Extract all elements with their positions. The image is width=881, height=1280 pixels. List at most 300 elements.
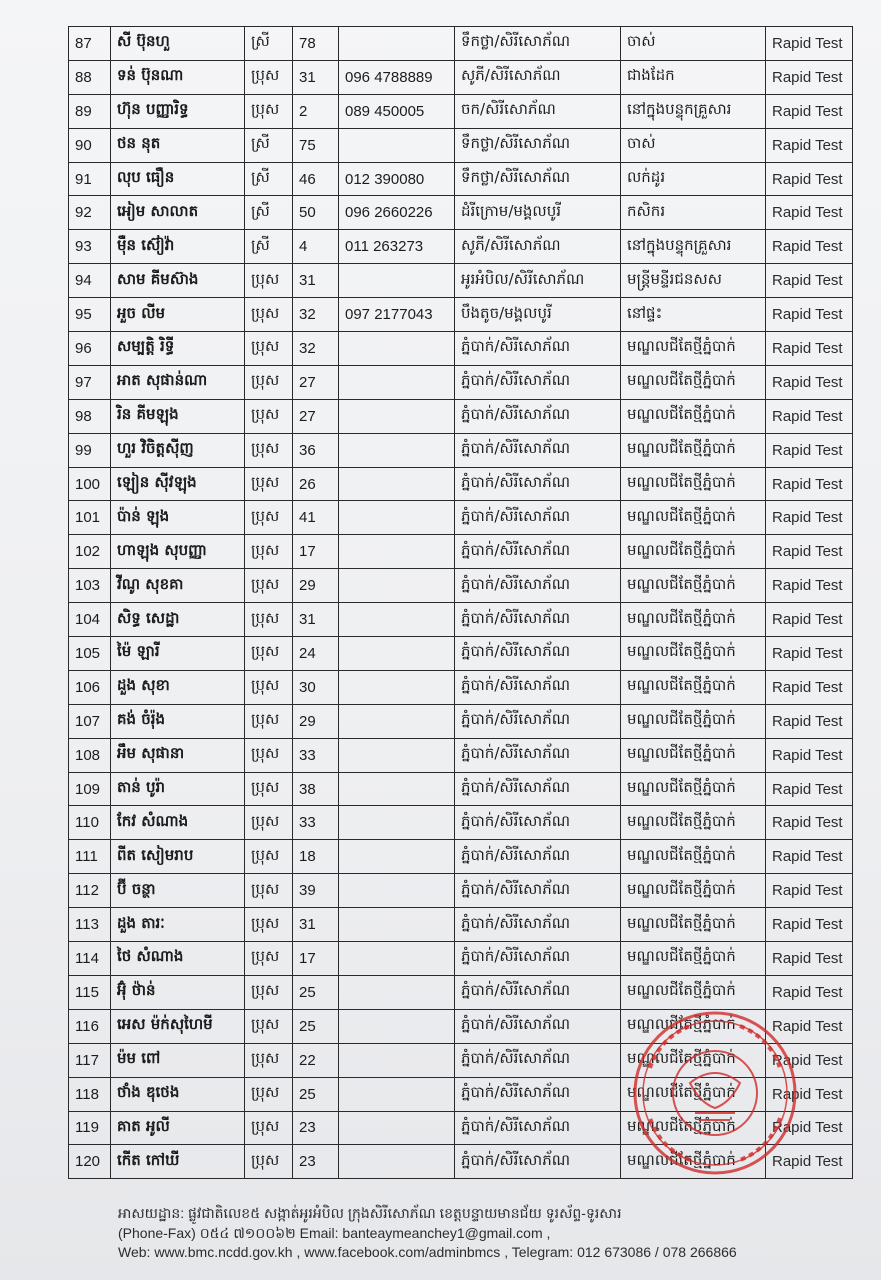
address-cell: ភ្នំបាក់/សិរីសោភ័ណ [455, 670, 621, 704]
person-name: ថាំង ឌុថេង [111, 1077, 245, 1111]
address-cell: ភ្នំបាក់/សិរីសោភ័ណ [455, 569, 621, 603]
sex-cell: ប្រុស [245, 467, 293, 501]
table-row [69, 128, 853, 162]
phone-cell [339, 332, 455, 366]
table-row [69, 1111, 853, 1145]
sex-cell: ប្រុស [245, 433, 293, 467]
occupation-cell: មណ្ឌលជីតែថ្មីភ្នំបាក់ [621, 704, 766, 738]
phone-cell [339, 975, 455, 1009]
test-type-cell: Rapid Test [766, 1077, 853, 1111]
row-number: 104 [69, 603, 111, 637]
occupation-cell: មណ្ឌលជីតែថ្មីភ្នំបាក់ [621, 1043, 766, 1077]
sex-cell: ប្រុស [245, 772, 293, 806]
sex-cell: ប្រុស [245, 670, 293, 704]
address-cell: ភ្នំបាក់/សិរីសោភ័ណ [455, 1009, 621, 1043]
address-cell: ភ្នំបាក់/សិរីសោភ័ណ [455, 637, 621, 671]
phone-cell [339, 1145, 455, 1179]
age-cell: 36 [293, 433, 339, 467]
row-number: 103 [69, 569, 111, 603]
person-name: ហាឡុង សុបញ្ញា [111, 535, 245, 569]
address-cell: ភ្នំបាក់/សិរីសោភ័ណ [455, 603, 621, 637]
row-number: 87 [69, 27, 111, 61]
table-row [69, 535, 853, 569]
address-cell: ភ្នំបាក់/សិរីសោភ័ណ [455, 433, 621, 467]
occupation-cell: មណ្ឌលជីតែថ្មីភ្នំបាក់ [621, 772, 766, 806]
occupation-cell: មណ្ឌលជីតែថ្មីភ្នំបាក់ [621, 535, 766, 569]
sex-cell: ប្រុស [245, 60, 293, 94]
table-row [69, 840, 853, 874]
phone-cell [339, 569, 455, 603]
person-name: ដួង សុខា [111, 670, 245, 704]
sex-cell: ប្រុស [245, 942, 293, 976]
phone-cell [339, 772, 455, 806]
table-row [69, 603, 853, 637]
row-number: 118 [69, 1077, 111, 1111]
test-type-cell: Rapid Test [766, 60, 853, 94]
table-row [69, 365, 853, 399]
table-row [69, 298, 853, 332]
occupation-cell: មណ្ឌលជីតែថ្មីភ្នំបាក់ [621, 874, 766, 908]
table-row [69, 196, 853, 230]
sex-cell: ស្រី [245, 196, 293, 230]
age-cell: 31 [293, 264, 339, 298]
footer-web: Web: www.bmc.ncdd.gov.kh , www.facebook.com/adminbmcs , Telegram: 012 673086 / 078 266866 [118, 1244, 737, 1260]
age-cell: 27 [293, 399, 339, 433]
person-name: ឡៀន ស៊ីវឡុង [111, 467, 245, 501]
age-cell: 30 [293, 670, 339, 704]
occupation-cell: មណ្ឌលជីតែថ្មីភ្នំបាក់ [621, 637, 766, 671]
case-list-table [68, 26, 853, 1179]
footer-phone-email: (Phone-Fax) ០៥៤ ៧១០០៦២ Email: banteaymeanchey1@gmail.com , [118, 1224, 551, 1241]
age-cell: 38 [293, 772, 339, 806]
person-name: កើត កៅឃី [111, 1145, 245, 1179]
test-type-cell: Rapid Test [766, 162, 853, 196]
age-cell: 31 [293, 603, 339, 637]
phone-cell [339, 501, 455, 535]
sex-cell: ប្រុស [245, 1145, 293, 1179]
row-number: 90 [69, 128, 111, 162]
test-type-cell: Rapid Test [766, 670, 853, 704]
phone-cell [339, 738, 455, 772]
address-cell: ទឹកថ្លា/សិរីសោភ័ណ [455, 27, 621, 61]
person-name: វីណូ សុខគា [111, 569, 245, 603]
person-name: គង់ ចំរ៉ុង [111, 704, 245, 738]
row-number: 107 [69, 704, 111, 738]
test-type-cell: Rapid Test [766, 569, 853, 603]
table-row [69, 704, 853, 738]
row-number: 116 [69, 1009, 111, 1043]
test-type-cell: Rapid Test [766, 772, 853, 806]
test-type-cell: Rapid Test [766, 196, 853, 230]
occupation-cell: ជាងដែក [621, 60, 766, 94]
occupation-cell: មណ្ឌលជីតែថ្មីភ្នំបាក់ [621, 1077, 766, 1111]
occupation-cell: នៅក្នុងបន្ទុកគ្រួសារ [621, 230, 766, 264]
sex-cell: ប្រុស [245, 332, 293, 366]
person-name: សាម គីមស៊ាង [111, 264, 245, 298]
occupation-cell: កសិករ [621, 196, 766, 230]
age-cell: 4 [293, 230, 339, 264]
sex-cell: ប្រុស [245, 975, 293, 1009]
row-number: 119 [69, 1111, 111, 1145]
occupation-cell: ចាស់ [621, 128, 766, 162]
person-name: ដួង តារៈ [111, 908, 245, 942]
person-name: ម៉ៃ ឡារី [111, 637, 245, 671]
address-cell: ចក/សិរីសោភ័ណ [455, 94, 621, 128]
table-row [69, 27, 853, 61]
sex-cell: ប្រុស [245, 1043, 293, 1077]
phone-cell [339, 603, 455, 637]
sex-cell: ប្រុស [245, 399, 293, 433]
test-type-cell: Rapid Test [766, 637, 853, 671]
address-cell: ដំរីក្រោម/មង្គលបូរី [455, 196, 621, 230]
test-type-cell: Rapid Test [766, 942, 853, 976]
person-name: អេស ម៉ក់សុហៃមី [111, 1009, 245, 1043]
test-type-cell: Rapid Test [766, 399, 853, 433]
sex-cell: ប្រុស [245, 365, 293, 399]
phone-cell [339, 535, 455, 569]
person-name: អៀម សាលាត [111, 196, 245, 230]
table-row [69, 772, 853, 806]
person-name: អឹម សុផានា [111, 738, 245, 772]
person-name: ម៉ម ពៅ [111, 1043, 245, 1077]
sex-cell: ប្រុស [245, 806, 293, 840]
address-cell: ទឹកថ្លា/សិរីសោភ័ណ [455, 128, 621, 162]
phone-cell: 012 390080 [339, 162, 455, 196]
table-row [69, 264, 853, 298]
sex-cell: ប្រុស [245, 569, 293, 603]
test-type-cell: Rapid Test [766, 1043, 853, 1077]
test-type-cell: Rapid Test [766, 704, 853, 738]
occupation-cell: ចាស់ [621, 27, 766, 61]
occupation-cell: មណ្ឌលជីតែថ្មីភ្នំបាក់ [621, 975, 766, 1009]
sex-cell: ប្រុស [245, 1009, 293, 1043]
row-number: 101 [69, 501, 111, 535]
age-cell: 33 [293, 738, 339, 772]
phone-cell [339, 637, 455, 671]
address-cell: ភ្នំបាក់/សិរីសោភ័ណ [455, 399, 621, 433]
address-cell: សូភី/សិរីសោភ័ណ [455, 60, 621, 94]
table-row [69, 433, 853, 467]
age-cell: 2 [293, 94, 339, 128]
test-type-cell: Rapid Test [766, 1145, 853, 1179]
age-cell: 27 [293, 365, 339, 399]
occupation-cell: នៅក្នុងបន្ទុកគ្រួសារ [621, 94, 766, 128]
test-type-cell: Rapid Test [766, 840, 853, 874]
person-name: រិន គីមឡុង [111, 399, 245, 433]
address-cell: ភ្នំបាក់/សិរីសោភ័ណ [455, 535, 621, 569]
occupation-cell: មណ្ឌលជីតែថ្មីភ្នំបាក់ [621, 501, 766, 535]
address-cell: ភ្នំបាក់/សិរីសោភ័ណ [455, 1145, 621, 1179]
row-number: 97 [69, 365, 111, 399]
sex-cell: ប្រុស [245, 908, 293, 942]
occupation-cell: មណ្ឌលជីតែថ្មីភ្នំបាក់ [621, 399, 766, 433]
table-row [69, 501, 853, 535]
test-type-cell: Rapid Test [766, 908, 853, 942]
sex-cell: ប្រុស [245, 1111, 293, 1145]
occupation-cell: លក់ដូរ [621, 162, 766, 196]
address-cell: ភ្នំបាក់/សិរីសោភ័ណ [455, 874, 621, 908]
test-type-cell: Rapid Test [766, 603, 853, 637]
row-number: 106 [69, 670, 111, 704]
sex-cell: ស្រី [245, 230, 293, 264]
address-cell: ទឹកថ្លា/សិរីសោភ័ណ [455, 162, 621, 196]
address-cell: សូភី/សិរីសោភ័ណ [455, 230, 621, 264]
sex-cell: ស្រី [245, 27, 293, 61]
table-row [69, 332, 853, 366]
row-number: 88 [69, 60, 111, 94]
phone-cell [339, 1111, 455, 1145]
age-cell: 25 [293, 975, 339, 1009]
age-cell: 17 [293, 942, 339, 976]
table-body [69, 27, 853, 1179]
table-row [69, 162, 853, 196]
phone-cell: 096 4788889 [339, 60, 455, 94]
person-name: ហ៊ុន បញ្ញារិទ្ធ [111, 94, 245, 128]
sex-cell: ប្រុស [245, 535, 293, 569]
sex-cell: ប្រុស [245, 1077, 293, 1111]
occupation-cell: មណ្ឌលជីតែថ្មីភ្នំបាក់ [621, 365, 766, 399]
row-number: 92 [69, 196, 111, 230]
age-cell: 17 [293, 535, 339, 569]
person-name: លុប ធឿន [111, 162, 245, 196]
occupation-cell: មន្ត្រីមន្ទីរជនសស [621, 264, 766, 298]
sex-cell: ស្រី [245, 162, 293, 196]
test-type-cell: Rapid Test [766, 264, 853, 298]
occupation-cell: មណ្ឌលជីតែថ្មីភ្នំបាក់ [621, 806, 766, 840]
age-cell: 29 [293, 704, 339, 738]
phone-cell [339, 264, 455, 298]
row-number: 105 [69, 637, 111, 671]
phone-cell [339, 433, 455, 467]
test-type-cell: Rapid Test [766, 230, 853, 264]
table-row [69, 670, 853, 704]
table-row [69, 738, 853, 772]
age-cell: 31 [293, 60, 339, 94]
phone-cell: 097 2177043 [339, 298, 455, 332]
person-name: ថៃ សំណាង [111, 942, 245, 976]
test-type-cell: Rapid Test [766, 738, 853, 772]
person-name: ពីត សៀមរាប [111, 840, 245, 874]
occupation-cell: មណ្ឌលជីតែថ្មីភ្នំបាក់ [621, 1111, 766, 1145]
phone-cell [339, 840, 455, 874]
sex-cell: ប្រុស [245, 264, 293, 298]
age-cell: 25 [293, 1077, 339, 1111]
address-cell: ភ្នំបាក់/សិរីសោភ័ណ [455, 942, 621, 976]
occupation-cell: មណ្ឌលជីតែថ្មីភ្នំបាក់ [621, 908, 766, 942]
table-row [69, 60, 853, 94]
person-name: គាត អូលី [111, 1111, 245, 1145]
sex-cell: ប្រុស [245, 704, 293, 738]
row-number: 115 [69, 975, 111, 1009]
row-number: 111 [69, 840, 111, 874]
phone-cell: 011 263273 [339, 230, 455, 264]
table-row [69, 1145, 853, 1179]
person-name: ថន នុត [111, 128, 245, 162]
sex-cell: ប្រុស [245, 603, 293, 637]
phone-cell [339, 908, 455, 942]
occupation-cell: មណ្ឌលជីតែថ្មីភ្នំបាក់ [621, 1009, 766, 1043]
row-number: 102 [69, 535, 111, 569]
occupation-cell: មណ្ឌលជីតែថ្មីភ្នំបាក់ [621, 433, 766, 467]
phone-cell [339, 1077, 455, 1111]
person-name: ហួរ វិចិត្តស៊ីញ [111, 433, 245, 467]
sex-cell: ប្រុស [245, 738, 293, 772]
row-number: 120 [69, 1145, 111, 1179]
phone-cell [339, 942, 455, 976]
address-cell: ភ្នំបាក់/សិរីសោភ័ណ [455, 332, 621, 366]
sex-cell: ស្រី [245, 128, 293, 162]
occupation-cell: នៅផ្ទះ [621, 298, 766, 332]
test-type-cell: Rapid Test [766, 298, 853, 332]
age-cell: 32 [293, 332, 339, 366]
age-cell: 18 [293, 840, 339, 874]
occupation-cell: មណ្ឌលជីតែថ្មីភ្នំបាក់ [621, 840, 766, 874]
address-cell: បឹងតូច/មង្គលបូរី [455, 298, 621, 332]
sex-cell: ប្រុស [245, 501, 293, 535]
row-number: 93 [69, 230, 111, 264]
row-number: 110 [69, 806, 111, 840]
person-name: មុឺន ស៊ៀវ៉ា [111, 230, 245, 264]
footer-contact [118, 1204, 858, 1263]
row-number: 113 [69, 908, 111, 942]
phone-cell [339, 1009, 455, 1043]
test-type-cell: Rapid Test [766, 94, 853, 128]
occupation-cell: មណ្ឌលជីតែថ្មីភ្នំបាក់ [621, 670, 766, 704]
table-row [69, 874, 853, 908]
age-cell: 24 [293, 637, 339, 671]
age-cell: 31 [293, 908, 339, 942]
table-row [69, 467, 853, 501]
test-type-cell: Rapid Test [766, 501, 853, 535]
age-cell: 75 [293, 128, 339, 162]
age-cell: 25 [293, 1009, 339, 1043]
test-type-cell: Rapid Test [766, 467, 853, 501]
person-name: តាន់ បូរ៉ា [111, 772, 245, 806]
sex-cell: ប្រុស [245, 840, 293, 874]
table-row [69, 230, 853, 264]
phone-cell [339, 467, 455, 501]
row-number: 96 [69, 332, 111, 366]
person-name: អាត សុផាន់ណា [111, 365, 245, 399]
age-cell: 29 [293, 569, 339, 603]
address-cell: ភ្នំបាក់/សិរីសោភ័ណ [455, 840, 621, 874]
phone-cell [339, 874, 455, 908]
row-number: 114 [69, 942, 111, 976]
row-number: 108 [69, 738, 111, 772]
address-cell: ភ្នំបាក់/សិរីសោភ័ណ [455, 1043, 621, 1077]
address-cell: ភ្នំបាក់/សិរីសោភ័ណ [455, 772, 621, 806]
occupation-cell: មណ្ឌលជីតែថ្មីភ្នំបាក់ [621, 332, 766, 366]
person-name: ប៉ាន់ ឡុង [111, 501, 245, 535]
person-name: អួច លីម [111, 298, 245, 332]
test-type-cell: Rapid Test [766, 535, 853, 569]
table-row [69, 1077, 853, 1111]
phone-cell [339, 670, 455, 704]
age-cell: 41 [293, 501, 339, 535]
person-name: ទន់ ប៊ុនណា [111, 60, 245, 94]
sex-cell: ប្រុស [245, 874, 293, 908]
row-number: 89 [69, 94, 111, 128]
address-cell: អូរអំបិល/សិរីសោភ័ណ [455, 264, 621, 298]
table-row [69, 1009, 853, 1043]
test-type-cell: Rapid Test [766, 128, 853, 162]
phone-cell [339, 365, 455, 399]
address-cell: ភ្នំបាក់/សិរីសោភ័ណ [455, 467, 621, 501]
table-row [69, 569, 853, 603]
age-cell: 26 [293, 467, 339, 501]
phone-cell: 089 450005 [339, 94, 455, 128]
table-row [69, 975, 853, 1009]
row-number: 94 [69, 264, 111, 298]
test-type-cell: Rapid Test [766, 1111, 853, 1145]
test-type-cell: Rapid Test [766, 332, 853, 366]
person-name: កែវ សំណាង [111, 806, 245, 840]
phone-cell: 096 2660226 [339, 196, 455, 230]
phone-cell [339, 399, 455, 433]
test-type-cell: Rapid Test [766, 433, 853, 467]
age-cell: 50 [293, 196, 339, 230]
occupation-cell: មណ្ឌលជីតែថ្មីភ្នំបាក់ [621, 942, 766, 976]
person-name: សម្បត្តិ រិទ្ធី [111, 332, 245, 366]
age-cell: 78 [293, 27, 339, 61]
table-row [69, 942, 853, 976]
sex-cell: ប្រុស [245, 637, 293, 671]
age-cell: 39 [293, 874, 339, 908]
row-number: 95 [69, 298, 111, 332]
occupation-cell: មណ្ឌលជីតែថ្មីភ្នំបាក់ [621, 603, 766, 637]
address-cell: ភ្នំបាក់/សិរីសោភ័ណ [455, 501, 621, 535]
address-cell: ភ្នំបាក់/សិរីសោភ័ណ [455, 975, 621, 1009]
phone-cell [339, 27, 455, 61]
table-row [69, 806, 853, 840]
address-cell: ភ្នំបាក់/សិរីសោភ័ណ [455, 1111, 621, 1145]
row-number: 100 [69, 467, 111, 501]
row-number: 112 [69, 874, 111, 908]
row-number: 117 [69, 1043, 111, 1077]
phone-cell [339, 806, 455, 840]
age-cell: 33 [293, 806, 339, 840]
occupation-cell: មណ្ឌលជីតែថ្មីភ្នំបាក់ [621, 569, 766, 603]
footer-address: អាសយដ្ឋាន: ផ្លូវជាតិលេខ៥ សង្កាត់អូរអំបិល ក្រុងសិរីសោភ័ណ ខេត្តបន្ទាយមានជ័យ ទូរស័ព្ទ-ទូរសារ [118, 1205, 622, 1221]
test-type-cell: Rapid Test [766, 365, 853, 399]
address-cell: ភ្នំបាក់/សិរីសោភ័ណ [455, 1077, 621, 1111]
address-cell: ភ្នំបាក់/សិរីសោភ័ណ [455, 704, 621, 738]
age-cell: 23 [293, 1111, 339, 1145]
occupation-cell: មណ្ឌលជីតែថ្មីភ្នំបាក់ [621, 1145, 766, 1179]
test-type-cell: Rapid Test [766, 27, 853, 61]
row-number: 98 [69, 399, 111, 433]
test-type-cell: Rapid Test [766, 975, 853, 1009]
test-type-cell: Rapid Test [766, 1009, 853, 1043]
table-row [69, 1043, 853, 1077]
address-cell: ភ្នំបាក់/សិរីសោភ័ណ [455, 365, 621, 399]
age-cell: 46 [293, 162, 339, 196]
age-cell: 22 [293, 1043, 339, 1077]
address-cell: ភ្នំបាក់/សិរីសោភ័ណ [455, 806, 621, 840]
sex-cell: ប្រុស [245, 94, 293, 128]
phone-cell [339, 704, 455, 738]
table-row [69, 399, 853, 433]
address-cell: ភ្នំបាក់/សិរីសោភ័ណ [455, 908, 621, 942]
row-number: 109 [69, 772, 111, 806]
table-row [69, 637, 853, 671]
occupation-cell: មណ្ឌលជីតែថ្មីភ្នំបាក់ [621, 738, 766, 772]
phone-cell [339, 1043, 455, 1077]
sex-cell: ប្រុស [245, 298, 293, 332]
person-name: សិទ្ធ សេដ្ឋា [111, 603, 245, 637]
person-name: អ៊ុំ ថ៉ាន់ [111, 975, 245, 1009]
table-row [69, 908, 853, 942]
